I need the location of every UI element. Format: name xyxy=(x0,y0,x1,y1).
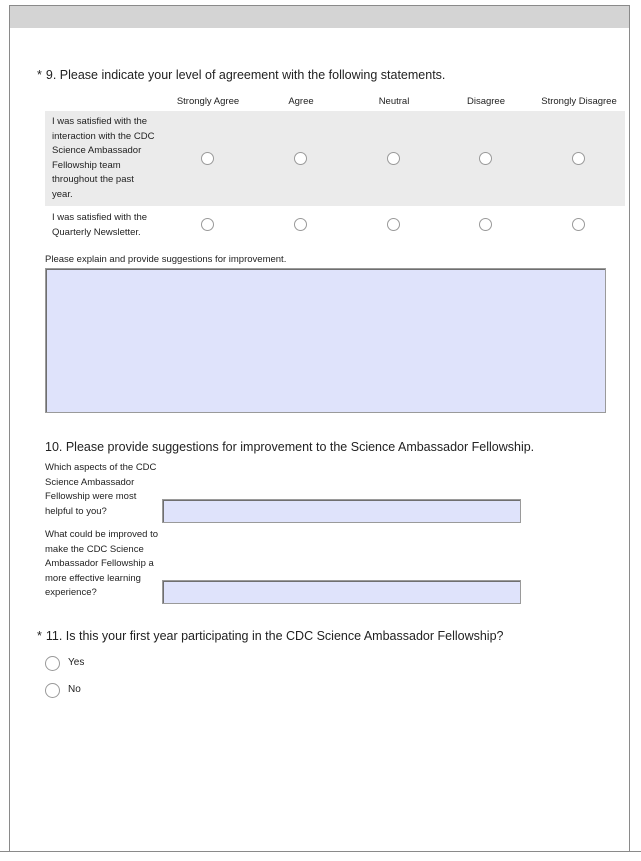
field-label-line: What could be improved to xyxy=(45,529,159,540)
column-strongly-agree: Strongly Agree xyxy=(176,96,240,107)
question-9-text: 9. Please indicate your level of agreement with the following statements. xyxy=(45,68,446,82)
q10-field2-label xyxy=(45,528,158,601)
page-header-bar xyxy=(10,6,629,28)
question-11-text: 11. Is this your first year participating in the CDC Science Ambassador Fellowship? xyxy=(45,629,504,643)
field-label-line: experience? xyxy=(45,587,97,598)
column-disagree: Disagree xyxy=(466,96,506,107)
row-label-line: year. xyxy=(52,188,73,200)
q10-helpful-aspects-input[interactable] xyxy=(162,499,521,523)
page-bottom-border xyxy=(0,851,641,852)
radio-row1-agree[interactable] xyxy=(294,152,307,165)
required-mark: * xyxy=(37,629,42,643)
question-10-title: 10. Please provide suggestions for improvement to the Science Ambassador Fellowship. xyxy=(45,440,535,454)
field-label-line: Which aspects of the CDC xyxy=(45,462,157,473)
option-label-yes: Yes xyxy=(68,657,85,668)
radio-row2-disagree[interactable] xyxy=(479,218,492,231)
q9-comment-label: Please explain and provide suggestions for improvement. xyxy=(45,254,287,265)
field-label-line: Ambassador Fellowship a xyxy=(45,558,154,569)
column-neutral: Neutral xyxy=(378,96,410,107)
row-label-line: interaction with the CDC xyxy=(52,130,155,142)
row-label-line: Fellowship team xyxy=(52,159,121,171)
matrix-row-newsletter xyxy=(45,206,625,244)
field-label-line: more effective learning xyxy=(45,572,141,584)
q10-improvement-input[interactable] xyxy=(162,580,521,604)
radio-row1-strongly-agree[interactable] xyxy=(201,152,214,165)
radio-row1-neutral[interactable] xyxy=(387,152,400,165)
column-strongly-disagree: Strongly Disagree xyxy=(541,96,617,107)
radio-row2-strongly-agree[interactable] xyxy=(201,218,214,231)
q10-field1-label xyxy=(45,461,156,519)
row-label-team-interaction xyxy=(52,115,172,202)
question-11-title xyxy=(37,629,504,643)
radio-row2-strongly-disagree[interactable] xyxy=(572,218,585,231)
required-mark: * xyxy=(37,68,42,82)
field-label-line: Science Ambassador xyxy=(45,476,135,488)
q9-comment-textarea[interactable] xyxy=(45,268,606,413)
row-label-newsletter xyxy=(52,211,172,240)
question-9-title xyxy=(37,68,445,82)
row-label-line: throughout the past xyxy=(52,174,134,185)
row-label-line: Science Ambassador xyxy=(52,145,142,156)
row-label-line: I was satisfied with the xyxy=(52,116,148,127)
matrix-row-team-interaction xyxy=(45,111,625,206)
radio-option-yes[interactable] xyxy=(45,656,60,671)
radio-row1-disagree[interactable] xyxy=(479,152,492,165)
row-label-line: Quarterly Newsletter. xyxy=(52,226,141,238)
row-label-line: I was satisfied with the xyxy=(52,212,148,223)
column-agree: Agree xyxy=(288,96,314,107)
radio-row1-strongly-disagree[interactable] xyxy=(572,152,585,165)
field-label-line: Fellowship were most xyxy=(45,491,137,502)
field-label-line: helpful to you? xyxy=(45,505,107,517)
field-label-line: make the CDC Science xyxy=(45,543,144,555)
radio-row2-agree[interactable] xyxy=(294,218,307,231)
radio-row2-neutral[interactable] xyxy=(387,218,400,231)
option-label-no: No xyxy=(68,684,81,695)
radio-option-no[interactable] xyxy=(45,683,60,698)
